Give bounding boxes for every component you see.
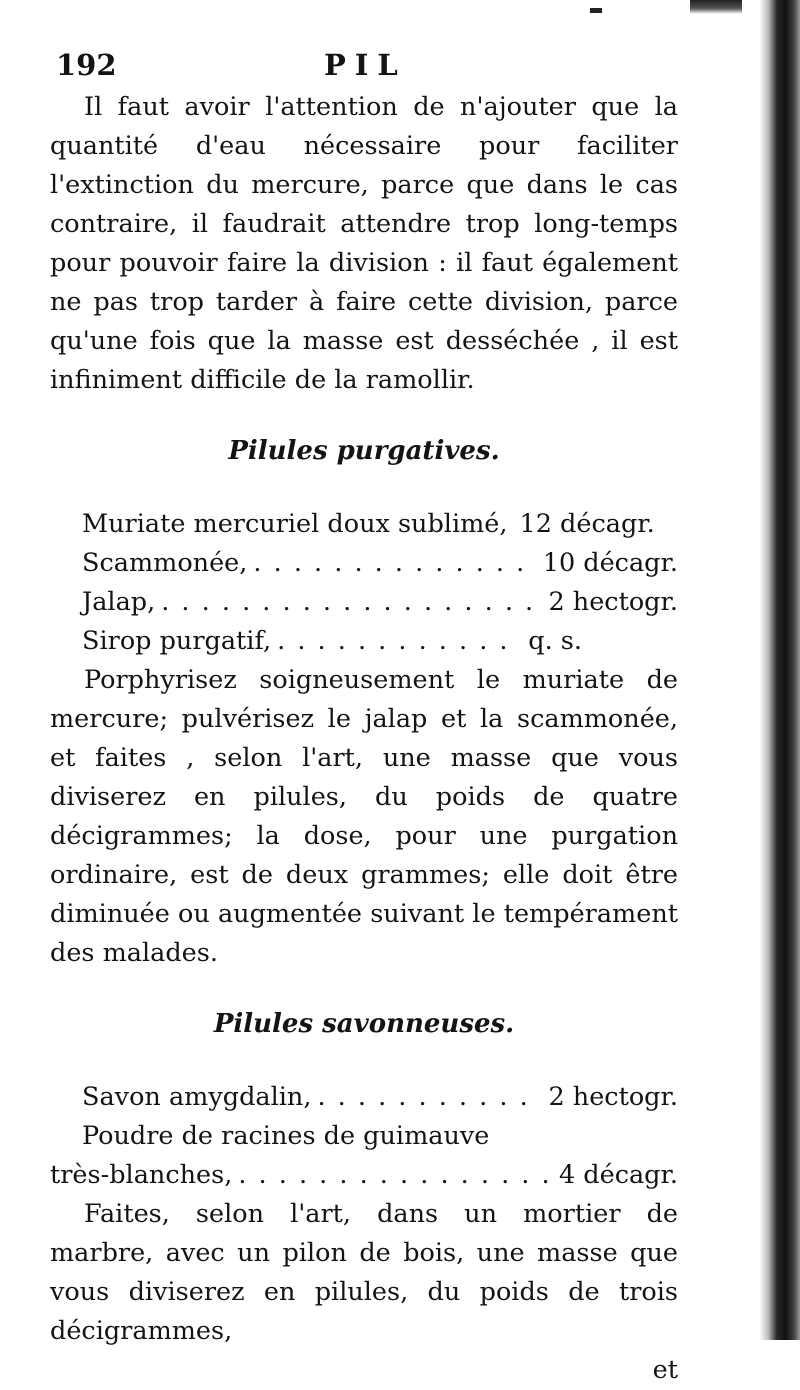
ingredient-qty: 2 hectogr. [548, 587, 678, 617]
ingredient-name: Scammonée, [82, 548, 248, 578]
ingredient-row [50, 622, 678, 661]
leader-dots [317, 1078, 542, 1117]
ingredient-name: Muriate mercuriel doux sublimé, [82, 509, 508, 539]
print-mark [590, 8, 602, 13]
ingredient-qty: 12 décagr. [519, 509, 655, 539]
catchword: et [652, 1355, 678, 1385]
ingredient-list-savonneuses [50, 1078, 678, 1195]
page-body [50, 88, 678, 1390]
ingredient-qty: 2 hectogr. [548, 1082, 678, 1112]
leader-dots [253, 544, 536, 583]
ingredient-row [50, 544, 678, 583]
page-number: 192 [56, 48, 117, 82]
ingredient-row [50, 1156, 678, 1195]
ingredient-list-purgatives [50, 505, 678, 661]
running-head: PIL [324, 48, 407, 82]
ingredient-qty: 10 décagr. [542, 548, 678, 578]
ingredient-name: Sirop purgatif, [82, 626, 272, 656]
leader-dots [238, 1156, 553, 1195]
leader-dots [277, 622, 522, 661]
section-heading-purgatives: Pilules purgatives. [228, 436, 500, 466]
ingredient-name: très-blanches, [50, 1160, 233, 1190]
ingredient-row [50, 505, 678, 544]
ingredient-row [50, 1078, 678, 1117]
paragraph-savonneuses-instructions: Faites, selon l'art, dans un mortier de marbre, avec un pilon de bois, une masse que vous diviserez en pilules, du poids de trois décigrammes, [50, 1199, 678, 1346]
ingredient-qty: q. s. [528, 626, 582, 656]
leader-dots [161, 583, 542, 622]
binding-edge [742, 0, 800, 1340]
paragraph-extinction: Il faut avoir l'attention de n'ajouter que la quantité d'eau nécessaire pour faciliter l'extinction du mercure, parce que dans le cas contraire, il faudrait attendre trop long-temps pour pouvoir faire la division : il faut également ne pas trop tarder à faire cette division, parce qu'une fois que la masse est desséchée , il est infiniment difficile de la ramollir. [50, 92, 678, 395]
ingredient-row [50, 583, 678, 622]
ingredient-name: Jalap, [82, 587, 156, 617]
ingredient-qty: 4 décagr. [558, 1160, 678, 1190]
page-header [56, 48, 676, 88]
paragraph-purgatives-instructions: Porphyrisez soigneusement le muriate de mercure; pulvérisez le jalap et la scammonée, et faites , selon l'art, une masse que vous diviserez en pilules, du poids de quatre décigrammes; la dose, pour une purgation ordinaire, est de deux grammes; elle doit être diminuée ou augmentée suivant le tempérament des malades. [50, 665, 678, 968]
section-heading-savonneuses: Pilules savonneuses. [213, 1009, 515, 1039]
ingredient-name-line: Poudre de racines de guimauve [82, 1121, 490, 1151]
ingredient-name: Savon amygdalin, [82, 1082, 312, 1112]
